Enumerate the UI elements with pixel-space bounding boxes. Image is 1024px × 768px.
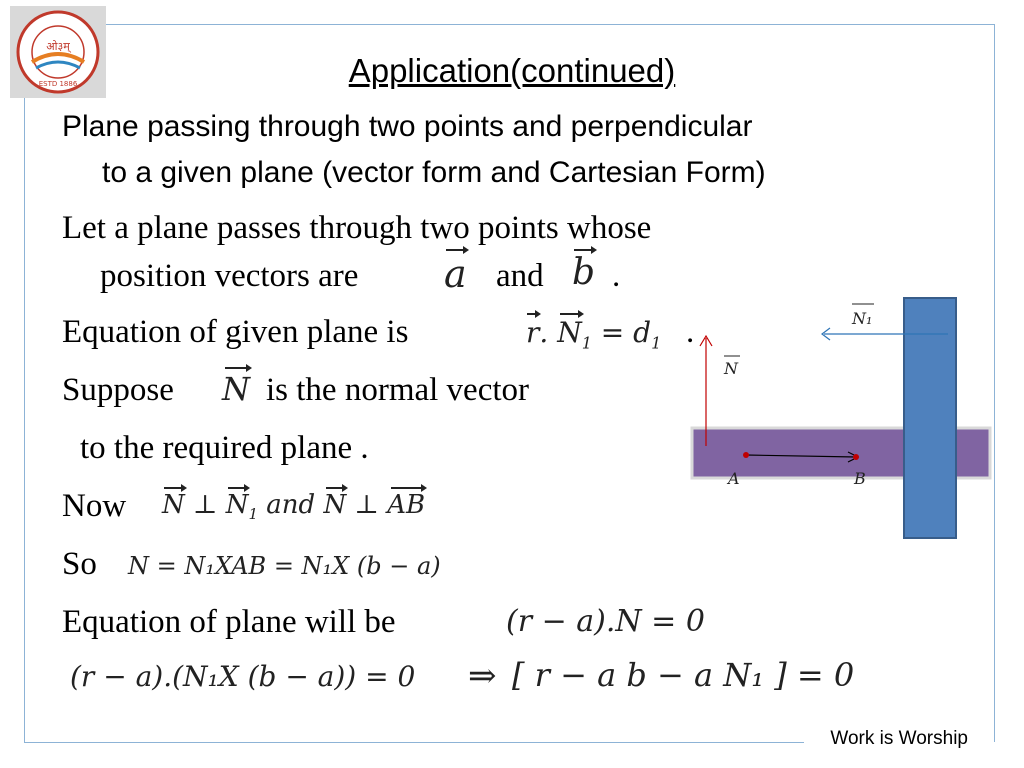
vector-N: N	[222, 370, 250, 408]
body-line-5: to the required plane .	[80, 430, 369, 466]
body-line-2-and: and	[496, 258, 544, 294]
frame-left-line	[24, 96, 25, 742]
vector-b: b	[572, 252, 596, 293]
body-line-3: Equation of given plane is	[62, 314, 409, 350]
slide-title: Application(continued)	[348, 52, 676, 89]
body-line-8: Equation of plane will be	[62, 604, 396, 640]
implies-symbol: ⇒	[468, 656, 497, 696]
slide-subtitle	[62, 104, 962, 196]
subtitle-line-1: Plane passing through two points and perpendicular	[62, 110, 753, 143]
normal-vector-expression: N = N₁XAB = N₁X (b − a)	[128, 552, 441, 580]
label-N: N	[724, 359, 738, 378]
body-line-2-text: position vectors are	[100, 258, 359, 294]
body-line-3-period: .	[686, 314, 695, 350]
vector-a: a	[444, 252, 467, 296]
body-line-4-suppose: Suppose	[62, 372, 174, 408]
frame-top-line	[100, 24, 994, 25]
plane-equation: (r − a).N = 0	[506, 604, 705, 639]
body-line-2-period: .	[612, 258, 621, 294]
label-N1: N₁	[852, 309, 873, 328]
footer-motto: Work is Worship	[830, 728, 968, 749]
final-equation-left: (r − a).(N₁X (b − a)) = 0	[70, 660, 416, 693]
body-line-4-rest: is the normal vector	[266, 372, 530, 408]
point-B	[853, 454, 859, 460]
label-B: B	[854, 469, 866, 488]
final-equation-determinant: [ r − a b − a N₁ ] = 0	[512, 656, 855, 694]
logo-center-text: ओ३म्	[46, 40, 70, 53]
point-A	[743, 452, 749, 458]
perpendicular-conditions: N ⊥ $N_1$ and N ⊥ AB	[162, 490, 426, 524]
subtitle-line-2: to a given plane (vector form and Cartesian Form)	[102, 156, 766, 189]
given-plane-equation: r. $N_1 = d_1$	[526, 316, 662, 353]
label-A: A	[728, 469, 740, 488]
frame-bottom-line	[24, 742, 804, 743]
body-line-6-now: Now	[62, 488, 127, 524]
plane-diagram	[684, 290, 1004, 550]
body-line-7-so: So	[62, 546, 97, 582]
body-line-1: Let a plane passes through two points whose	[62, 210, 652, 246]
logo-bottom-text: ESTD 1886	[38, 80, 78, 88]
